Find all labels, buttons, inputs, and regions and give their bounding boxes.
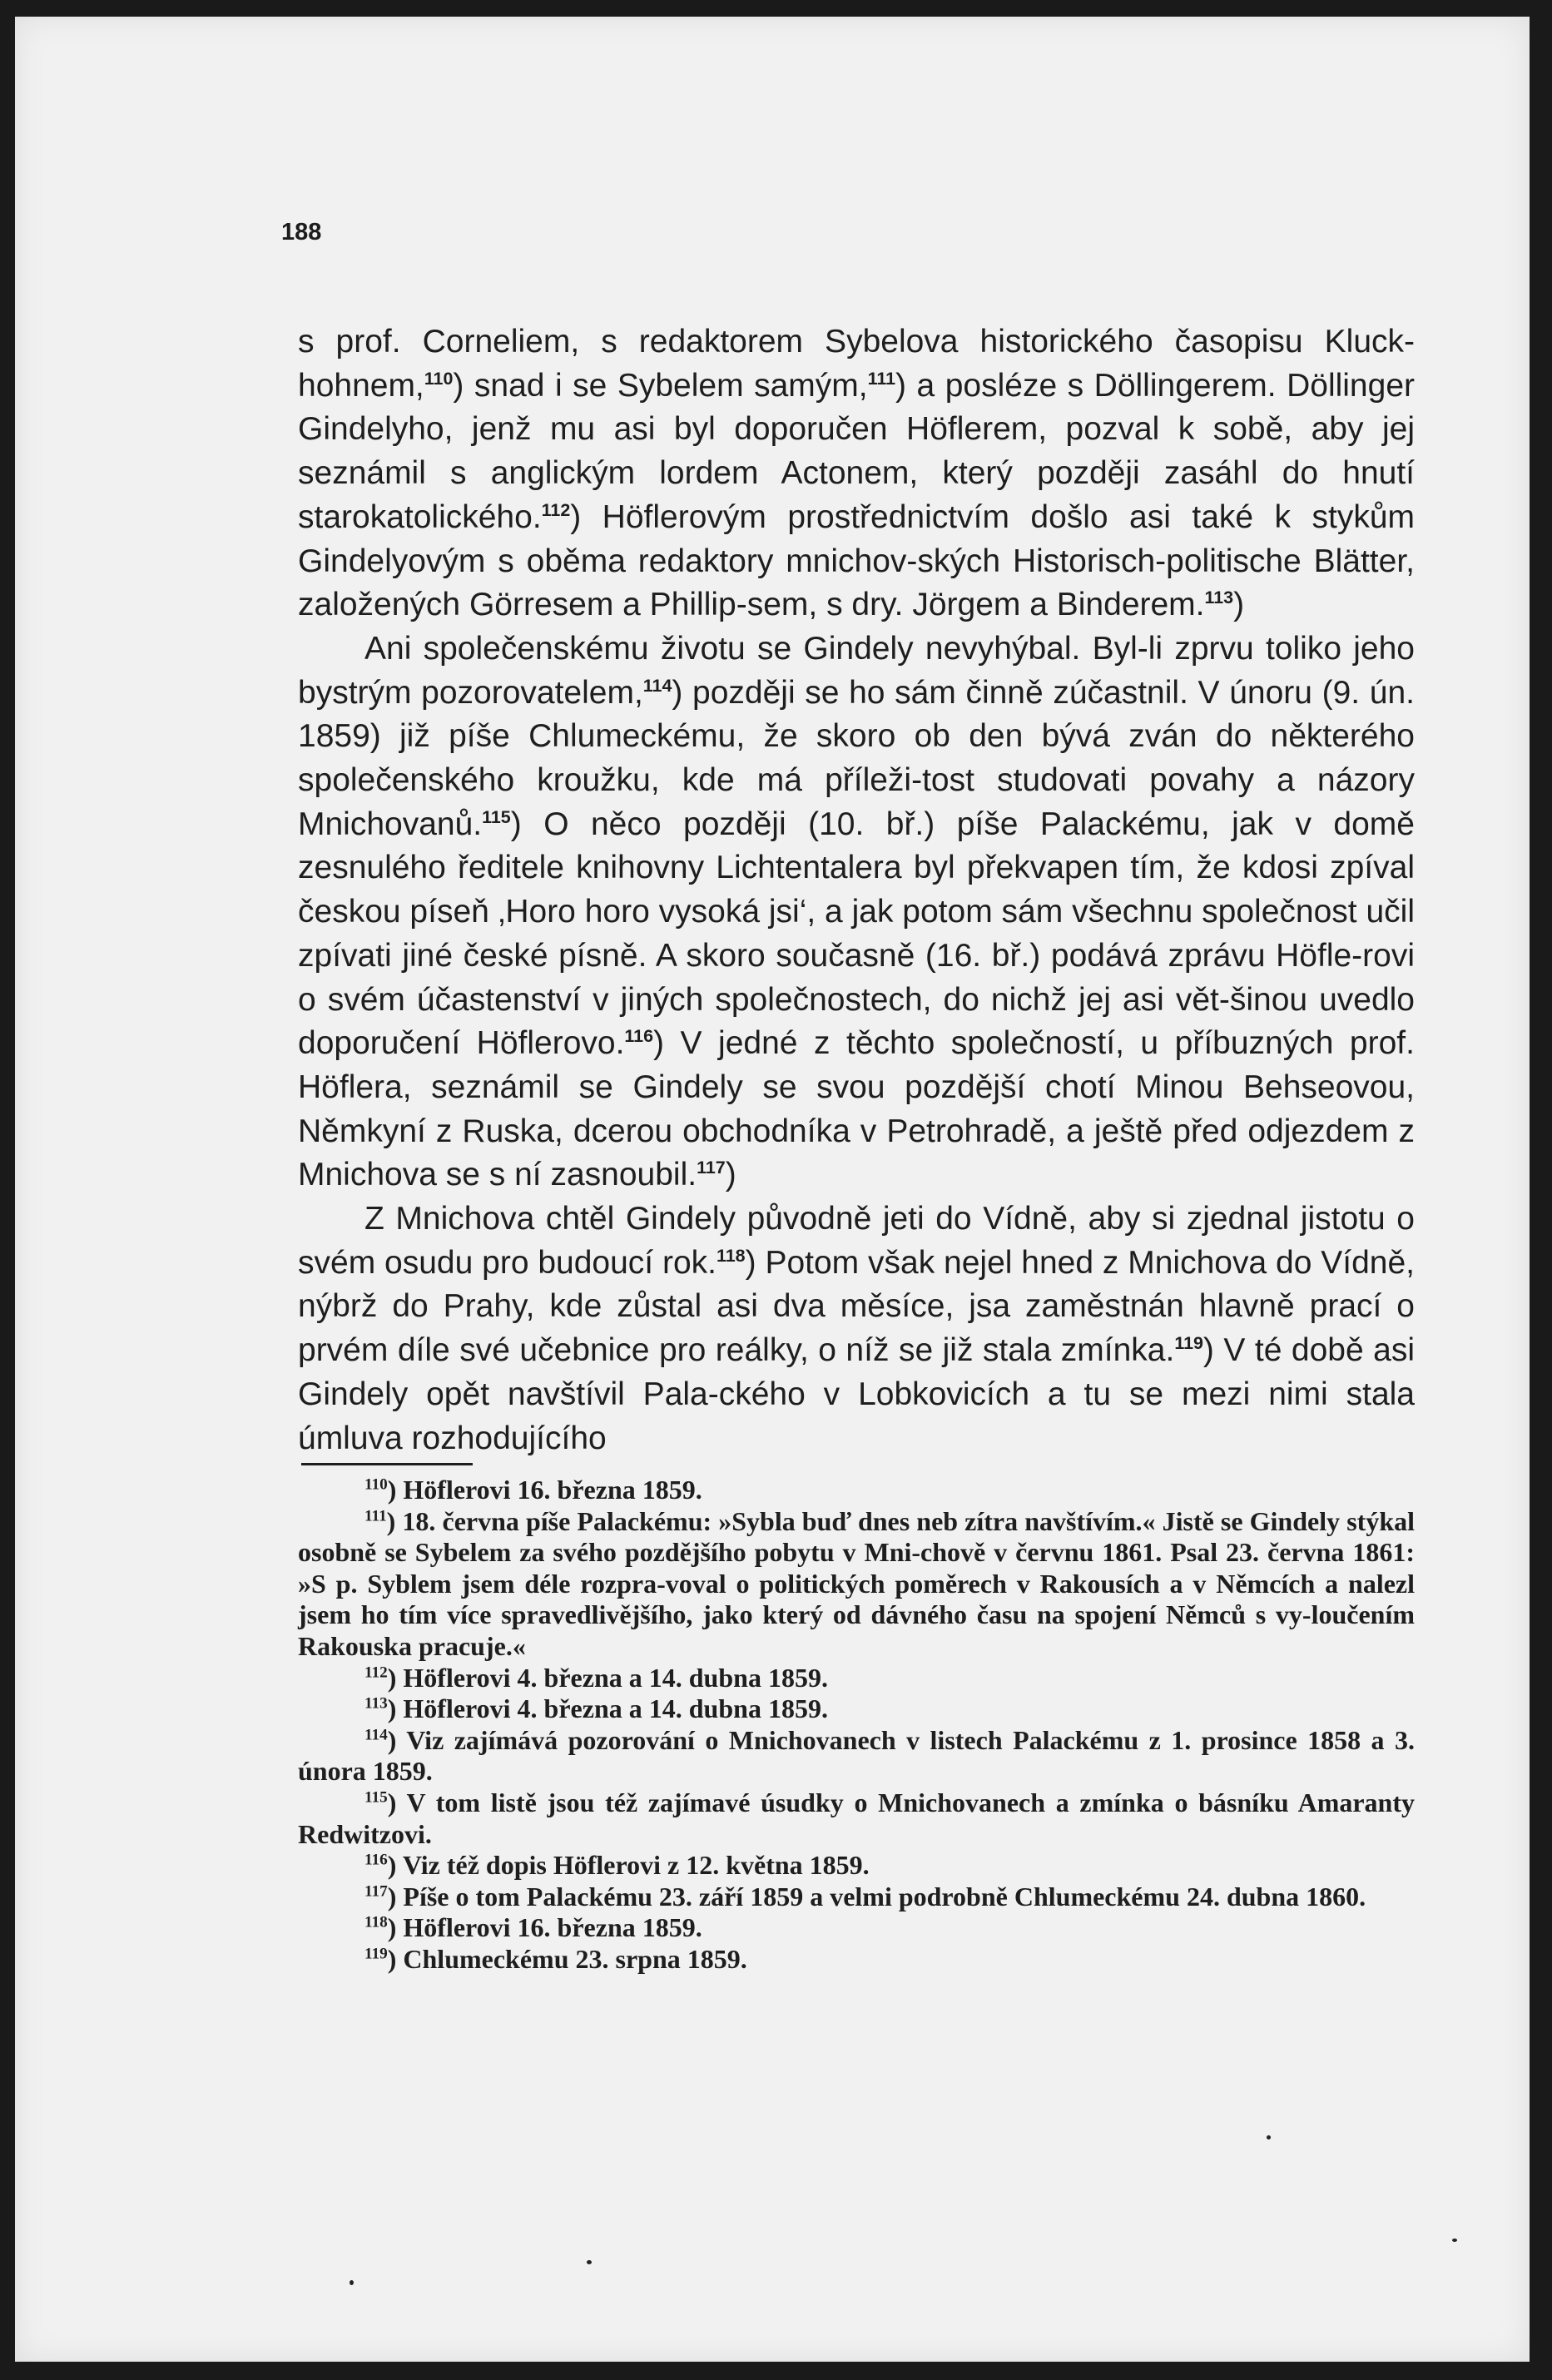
footnote-number: 114 [364, 1726, 388, 1744]
scan-speck [587, 2260, 592, 2264]
footnote-reference: 112 [541, 499, 571, 520]
footnote-number: 112 [364, 1663, 388, 1681]
footnote-number: 110 [364, 1475, 388, 1494]
footnote [298, 1663, 1415, 1694]
body-paragraph [298, 1197, 1415, 1460]
text-run: ) [1233, 587, 1245, 623]
footnote-text: ) Viz zajímává pozorování o Mnichovanech v listech Palackému z 1. prosince 1858 a 3. února 1859. [298, 1724, 1415, 1787]
footnotes [298, 1475, 1415, 1976]
footnote-reference: 118 [716, 1245, 746, 1266]
scan-speck [350, 2280, 354, 2285]
footnote-reference: 117 [697, 1158, 726, 1178]
footnote-reference: 110 [424, 368, 454, 389]
footnote-reference: 111 [867, 368, 895, 389]
text-run: ) Potom však nejel hned z Mnichova do Vídně, nýbrž do Prahy, kde zůstal asi dva měsíce, jsa zaměstnán hlavně prací o prvém díle své učebnice pro reálky, o níž se již stala zmínka. [298, 1244, 1416, 1369]
footnote-text: ) Höflerovi 16. března 1859. [387, 1475, 702, 1505]
footnote-number: 115 [364, 1788, 388, 1807]
text-run: ) [725, 1157, 736, 1193]
footnote-number: 118 [364, 1913, 388, 1931]
footnote [298, 1850, 1415, 1882]
footnote [298, 1912, 1415, 1944]
body-paragraph [298, 627, 1415, 1197]
footnote [298, 1693, 1415, 1725]
text-run: ) O něco později (10. bř.) píše Palackému, jak v domě zesnulého ředitele knihovny Lichtentalera byl překvapen tím, že kdosi zpíval českou píseň ‚Horo horo vysoká jsi‘, a jak potom sám všechnu společnost učil zpívati jiné české písně. A skoro současně (16. bř.) podává zprávu Höfle-rovi o svém účastenství v jiných společnostech, do nichž jej asi vět-šinou uvedlo doporučení Höflerovo. [298, 806, 1415, 1062]
footnote-text: ) Höflerovi 4. března a 14. dubna 1859. [387, 1693, 828, 1724]
footnote-text: ) Höflerovi 4. března a 14. dubna 1859. [387, 1662, 828, 1693]
text-run: ) později se ho sám činně zúčastnil. V únoru (9. ún. 1859) již píše Chlumeckému, že skoro ob den bývá zván do některého společenského kroužku, kde má příleži-tost studovati povahy a názory Mnichovanů. [298, 674, 1415, 842]
footnote [298, 1882, 1415, 1913]
footnote-text: ) Viz též dopis Höflerovi z 12. května 1859. [387, 1850, 870, 1881]
footnote [298, 1475, 1415, 1506]
footnote-reference: 115 [482, 806, 511, 827]
footnote-reference: 114 [642, 675, 672, 696]
footnote-reference: 113 [1204, 588, 1234, 608]
scanned-page [15, 17, 1530, 2362]
text-run: ) V jedné z těchto společností, u příbuzných prof. Höflera, seznámil se Gindely se svou pozdější chotí Minou Behseovou, Němkyní z Ruska, dcerou obchodníka v Petrohradě, a ještě před odjezdem z Mnichova se s ní zasnoubil. [298, 1025, 1415, 1193]
footnote-text: ) Píše o tom Palackému 23. září 1859 a velmi podrobně Chlumeckému 24. dubna 1860. [387, 1881, 1366, 1911]
footnote [298, 1725, 1415, 1787]
footnote-reference: 119 [1174, 1333, 1203, 1354]
footnote-number: 116 [364, 1851, 388, 1869]
footnote [298, 1944, 1415, 1976]
footnote-separator [301, 1463, 473, 1465]
scan-speck [1267, 2135, 1271, 2140]
footnote [298, 1787, 1415, 1850]
footnote [298, 1506, 1415, 1663]
text-run: s prof. Corneliem, s redaktorem Sybelova historického časopisu Kluck-hohnem, [298, 324, 1415, 404]
text-run: ) Höflerovým prostřednictvím došlo asi také k stykům Gindelyovým s oběma redaktory mnichov-ských Historisch-politische Blätter, založených Görresem a Phillip-sem, s dry. Jörgem a Binderem. [298, 498, 1415, 623]
text-run: ) a posléze s Döllingerem. Döllinger Gindelyho, jenž mu asi byl doporučen Höflerem, pozval k sobě, aby jej seznámil s anglickým lordem Actonem, který později zasáhl do hnutí starokatolického. [298, 367, 1415, 535]
footnote-text: ) Chlumeckému 23. srpna 1859. [387, 1943, 747, 1974]
footnote-text: ) Höflerovi 16. března 1859. [387, 1912, 702, 1943]
footnote-number: 113 [364, 1694, 388, 1713]
text-run: Ani společenskému životu se Gindely nevyhýbal. Byl-li zprvu toliko jeho bystrým pozorovatelem, [298, 630, 1415, 711]
scan-speck [1452, 2239, 1457, 2242]
footnote-reference: 116 [624, 1026, 654, 1047]
text-run: ) V té době asi Gindely opět navštívil Pala-ckého v Lobkovicích a tu se mezi nimi stala úmluva rozhodujícího [298, 1332, 1415, 1456]
footnote-number: 119 [364, 1945, 388, 1963]
footnote-text: ) 18. června píše Palackému: »Sybla buď dnes neb zítra navštívím.« Jistě se Gindely stýkal osobně se Sybelem za svého pozdějšího pobytu v Mni-chově v červnu 1861. Psal 23. června 1861: »S p. Syblem jsem déle rozpra-voval o politických poměrech v Rakousích a v Němcích a nalezl jsem ho tím více spravedlivějšího, jako který od dávného času na spojení Němců s vy-loučením Rakouska pracuje.« [298, 1505, 1415, 1661]
footnote-number: 111 [364, 1506, 387, 1525]
page-number: 188 [281, 219, 322, 245]
footnote-text: ) V tom listě jsou též zajímavé úsudky o Mnichovanech a zmínka o básníku Amaranty Redwitzovi. [298, 1787, 1415, 1849]
text-run: ) snad i se Sybelem samým, [453, 367, 868, 404]
text-run: Z Mnichova chtěl Gindely původně jeti do Vídně, aby si zjednal jistotu o svém osudu pro budoucí rok. [298, 1201, 1415, 1281]
body-paragraph [298, 320, 1415, 627]
footnote-number: 117 [364, 1882, 388, 1901]
main-text [298, 320, 1415, 1460]
